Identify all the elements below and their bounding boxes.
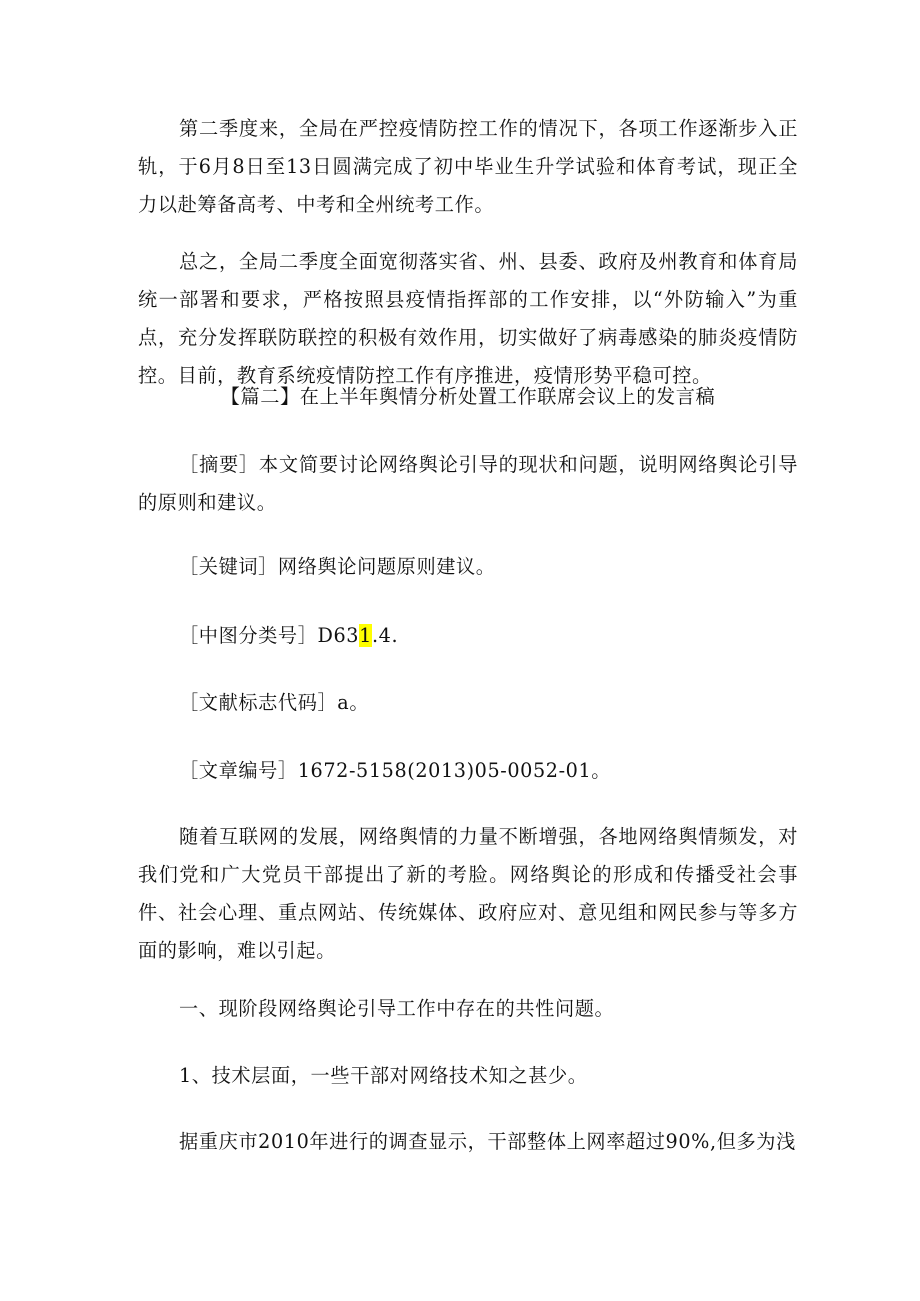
paragraph-chongqing-survey: 据重庆市2010年进行的调查显示，干部整体上网率超过90%,但多为浅 xyxy=(179,1130,796,1153)
paragraph-article-number: ［文章编号］1672-5158(2013)05-0052-01。 xyxy=(179,759,612,782)
section-heading-part-two: 【篇二】在上半年舆情分析处置工作联席会议上的发言稿 xyxy=(220,385,716,408)
paragraph-summary: 总之，全局二季度全面宽彻落实省、州、县委、政府及州教育和体育局统一部署和要求，严格按照县疫情指挥部的工作安排，以“外防输入”为重点，充分发挥联防联控的积极有效作用，切实做好了病毒感染的肺炎疫情防控。目前，教育系统疫情防控工作有序推进，疫情形势平稳可控。 xyxy=(138,250,798,387)
clc-prefix: ［中图分类号］D63 xyxy=(179,624,360,647)
highlighted-text: 1 xyxy=(359,624,372,647)
paragraph-internet-opinion: 随着互联网的发展，网络舆情的力量不断增强，各地网络舆情频发，对我们党和广大党员干部提出了新的考脸。网络舆论的形成和传播受社会事件、社会心理、重点网站、传统媒体、政府应对、意见组和网民参与等多方面的影响，难以引起。 xyxy=(138,825,798,962)
paragraph-abstract: ［摘要］本文简要讨论网络舆论引导的现状和问题，说明网络舆论引导的原则和建议。 xyxy=(138,453,798,514)
section-heading-common-problems: 一、现阶段网络舆论引导工作中存在的共性问题。 xyxy=(179,997,615,1020)
clc-suffix: .4. xyxy=(371,624,399,647)
paragraph-clc-number xyxy=(138,617,798,655)
list-item-technical-level: 1、技术层面，一些干部对网络技术知之甚少。 xyxy=(179,1064,588,1087)
paragraph-document-code: ［文献标志代码］a。 xyxy=(179,691,370,714)
paragraph-keywords: ［关键词］网络舆论问题原则建议。 xyxy=(179,555,496,578)
paragraph-q2-progress: 第二季度来，全局在严控疫情防控工作的情况下，各项工作逐渐步入正轨，于6月8日至13日圆满完成了初中毕业生升学试验和体育考试，现正全力以赴筹备高考、中考和全州统考工作。 xyxy=(138,117,798,216)
